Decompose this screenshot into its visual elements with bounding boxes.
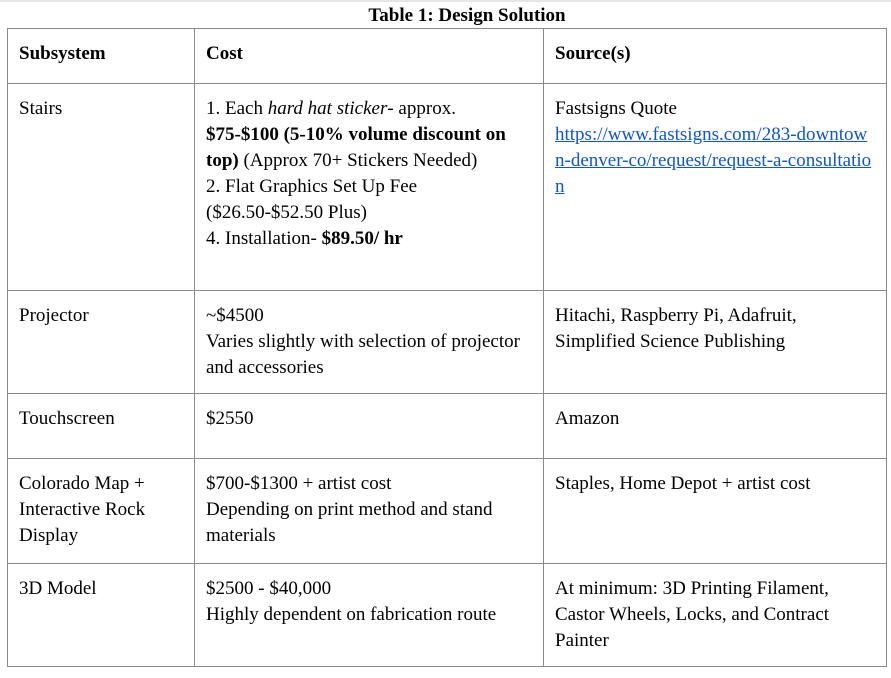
cell-cost [195,291,544,394]
cost-text: ~$4500 [206,305,264,326]
cell-cost: $2550 [195,394,544,459]
cell-sources: Amazon [544,394,887,459]
cell-sources: Staples, Home Depot + artist cost [544,459,887,564]
cell-sources: Hitachi, Raspberry Pi, Adafruit, Simplified Science Publishing [544,291,887,394]
cell-cost [195,459,544,564]
cost-bold-text: $89.50/ hr [321,228,403,249]
cost-text: Depending on print method and stand materials [206,499,493,546]
cost-bold-text: $75-$100 (5-10% volume discount on top) [206,124,506,171]
cell-subsystem: 3D Model [8,564,195,667]
cell-subsystem: Colorado Map + Interactive Rock Display [8,459,195,564]
cell-subsystem: Projector [8,291,195,394]
cost-italic-text: hard hat sticker [267,98,388,119]
cost-text: (Approx 70+ Stickers Needed) [238,150,478,171]
header-sources: Source(s) [544,29,887,84]
table-row-stairs [8,84,887,291]
cell-sources [544,84,887,291]
cost-text: 2. Flat Graphics Set Up Fee ($26.50-$52.50 Plus) [206,176,418,223]
table-row-3d-model [8,564,887,667]
fastsigns-link[interactable]: https://www.fastsigns.com/283-downtown-denver-co/request/request-a-consultation [555,124,872,197]
source-text: Fastsigns Quote [555,98,677,119]
cost-text: - approx. [387,98,456,119]
table-caption: Table 1: Design Solution [368,5,566,26]
top-divider [0,0,891,2]
cost-text: 1. Each [206,98,268,119]
table-row-colorado-map [8,459,887,564]
cost-text: Varies slightly with selection of projector and accessories [206,331,520,378]
cost-text: $2500 - $40,000 [206,578,332,599]
cost-text: 4. Installation- [206,228,322,249]
table-row-touchscreen [8,394,887,459]
table-header-row [8,29,887,84]
design-solution-table [7,28,887,667]
header-subsystem: Subsystem [8,29,195,84]
cost-text: Highly dependent on fabrication route [206,604,497,625]
cost-text: $700-$1300 + artist cost [206,473,392,494]
cell-subsystem: Stairs [8,84,195,291]
header-cost: Cost [195,29,544,84]
cell-cost [195,84,544,291]
table-row-projector [8,291,887,394]
cell-cost [195,564,544,667]
cell-sources: At minimum: 3D Printing Filament, Castor Wheels, Locks, and Contract Painter [544,564,887,667]
cell-subsystem: Touchscreen [8,394,195,459]
